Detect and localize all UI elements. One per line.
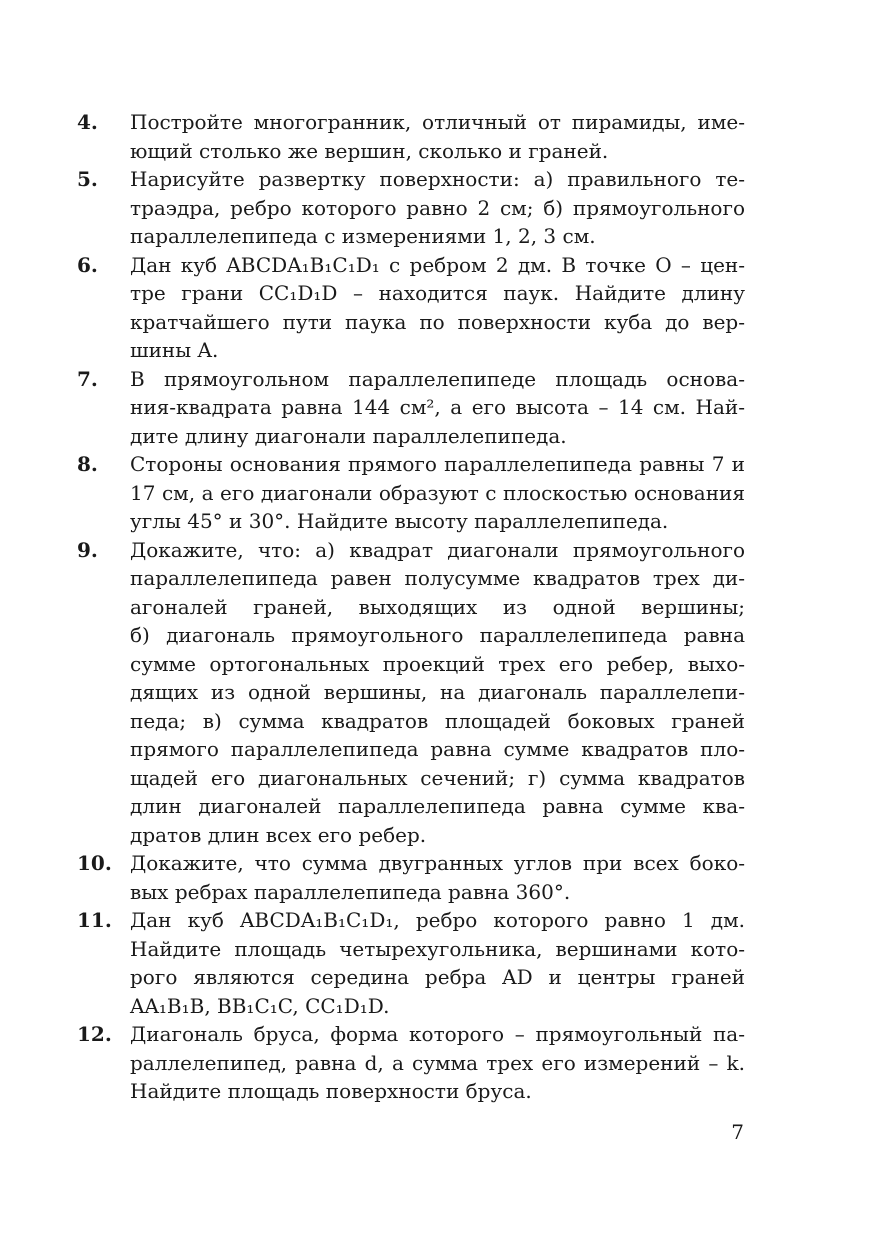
problem-text-line: агоналей граней, выходящих из одной вершины; [130, 594, 745, 619]
problem-text-line: сумме ортогональных проекций трех его ребер, выхо- [130, 651, 745, 676]
problem-text-line: Дан куб ABCDA₁B₁C₁D₁, ребро которого равно 1 дм. [130, 908, 745, 932]
problem-text-line: Постройте многогранник, отличный от пирамиды, име- [130, 110, 745, 134]
problem-number: 12. [77, 1022, 112, 1046]
problem-text-line: 17 см, а его диагонали образуют с плоскостью основания [130, 480, 745, 505]
problem-text-line: Дан куб ABCDA₁B₁C₁D₁ с ребром 2 дм. В точке O – цен- [130, 252, 745, 277]
problem-number: 11. [77, 908, 112, 932]
problem-text-line: ющий столько же вершин, сколько и граней. [130, 138, 609, 163]
problem-item [77, 108, 745, 165]
problem-text-line: Докажите, что: а) квадрат диагонали прямоугольного [130, 537, 745, 562]
page-number: 7 [731, 1120, 744, 1144]
problem-text-line: Нарисуйте развертку поверхности: а) правильного те- [130, 167, 745, 191]
problem-item [77, 165, 745, 251]
problem-text-line: б) диагональ прямоугольного параллелепипеда равна [130, 623, 745, 647]
problem-item [77, 365, 745, 451]
problem-text-line: кратчайшего пути паука по поверхности куба до вер- [130, 309, 745, 334]
problem-text-line: Диагональ бруса, форма которого – прямоугольный па- [130, 1022, 745, 1046]
problem-number: 10. [77, 851, 112, 875]
problem-text-line: рого являются середина ребра AD и центры граней [130, 965, 745, 989]
problem-text-line: углы 45° и 30°. Найдите высоту параллелепипеда. [130, 509, 669, 533]
problem-text-line: щадей его диагональных сечений; г) сумма квадратов [130, 765, 745, 790]
problem-number: 9. [77, 537, 98, 562]
problem-text-line: прямого параллелепипеда равна сумме квадратов пло- [130, 737, 745, 761]
problem-text-line: ния-квадрата равна 144 см², а его высота – 14 см. Най- [130, 395, 745, 419]
problem-text-line: Докажите, что сумма двугранных углов при всех боко- [130, 851, 745, 875]
problem-text-line: дратов длин всех его ребер. [130, 822, 427, 847]
problem-number: 5. [77, 167, 98, 191]
problem-text-line: дите длину диагонали параллелепипеда. [130, 423, 567, 448]
problem-text-line: траэдра, ребро которого равно 2 см; б) прямоугольного [130, 195, 745, 220]
problem-number: 7. [77, 366, 98, 391]
problem-item [77, 536, 745, 850]
problem-number: 4. [77, 110, 98, 134]
problem-text-line: шины A. [130, 338, 219, 362]
problem-text-line: вых ребрах параллелепипеда равна 360°. [130, 879, 571, 904]
problem-text-line: дящих из одной вершины, на диагональ параллелепи- [130, 680, 745, 704]
problem-text-line: AA₁B₁B, BB₁C₁C, CC₁D₁D. [130, 993, 390, 1018]
problem-text-line: В прямоугольном параллелепипеде площадь основа- [130, 366, 745, 391]
problem-text-line: тре грани CC₁D₁D – находится паук. Найдите длину [130, 281, 745, 305]
problem-number: 6. [77, 252, 98, 277]
problem-text-line: параллелепипеда с измерениями 1, 2, 3 см. [130, 224, 596, 248]
problem-text-line: параллелепипеда равен полусумме квадратов трех ди- [130, 566, 745, 590]
problem-text-line: Найдите площадь четырехугольника, вершинами кото- [130, 936, 745, 961]
problem-item [77, 251, 745, 365]
problem-item [77, 849, 745, 906]
problem-text-line: педа; в) сумма квадратов площадей боковых граней [130, 708, 745, 733]
problem-text-line: длин диагоналей параллелепипеда равна сумме ква- [130, 794, 745, 818]
problem-item [77, 450, 745, 536]
problem-text-line: раллелепипед, равна d, а сумма трех его измерений – k. [130, 1050, 745, 1075]
problem-text-line: Найдите площадь поверхности бруса. [130, 1079, 532, 1103]
problem-number: 8. [77, 452, 98, 476]
problem-item [77, 906, 745, 1020]
problem-item [77, 1020, 745, 1106]
problem-text-line: Стороны основания прямого параллелепипеда равны 7 и [130, 452, 745, 476]
problem-list [77, 108, 745, 1106]
